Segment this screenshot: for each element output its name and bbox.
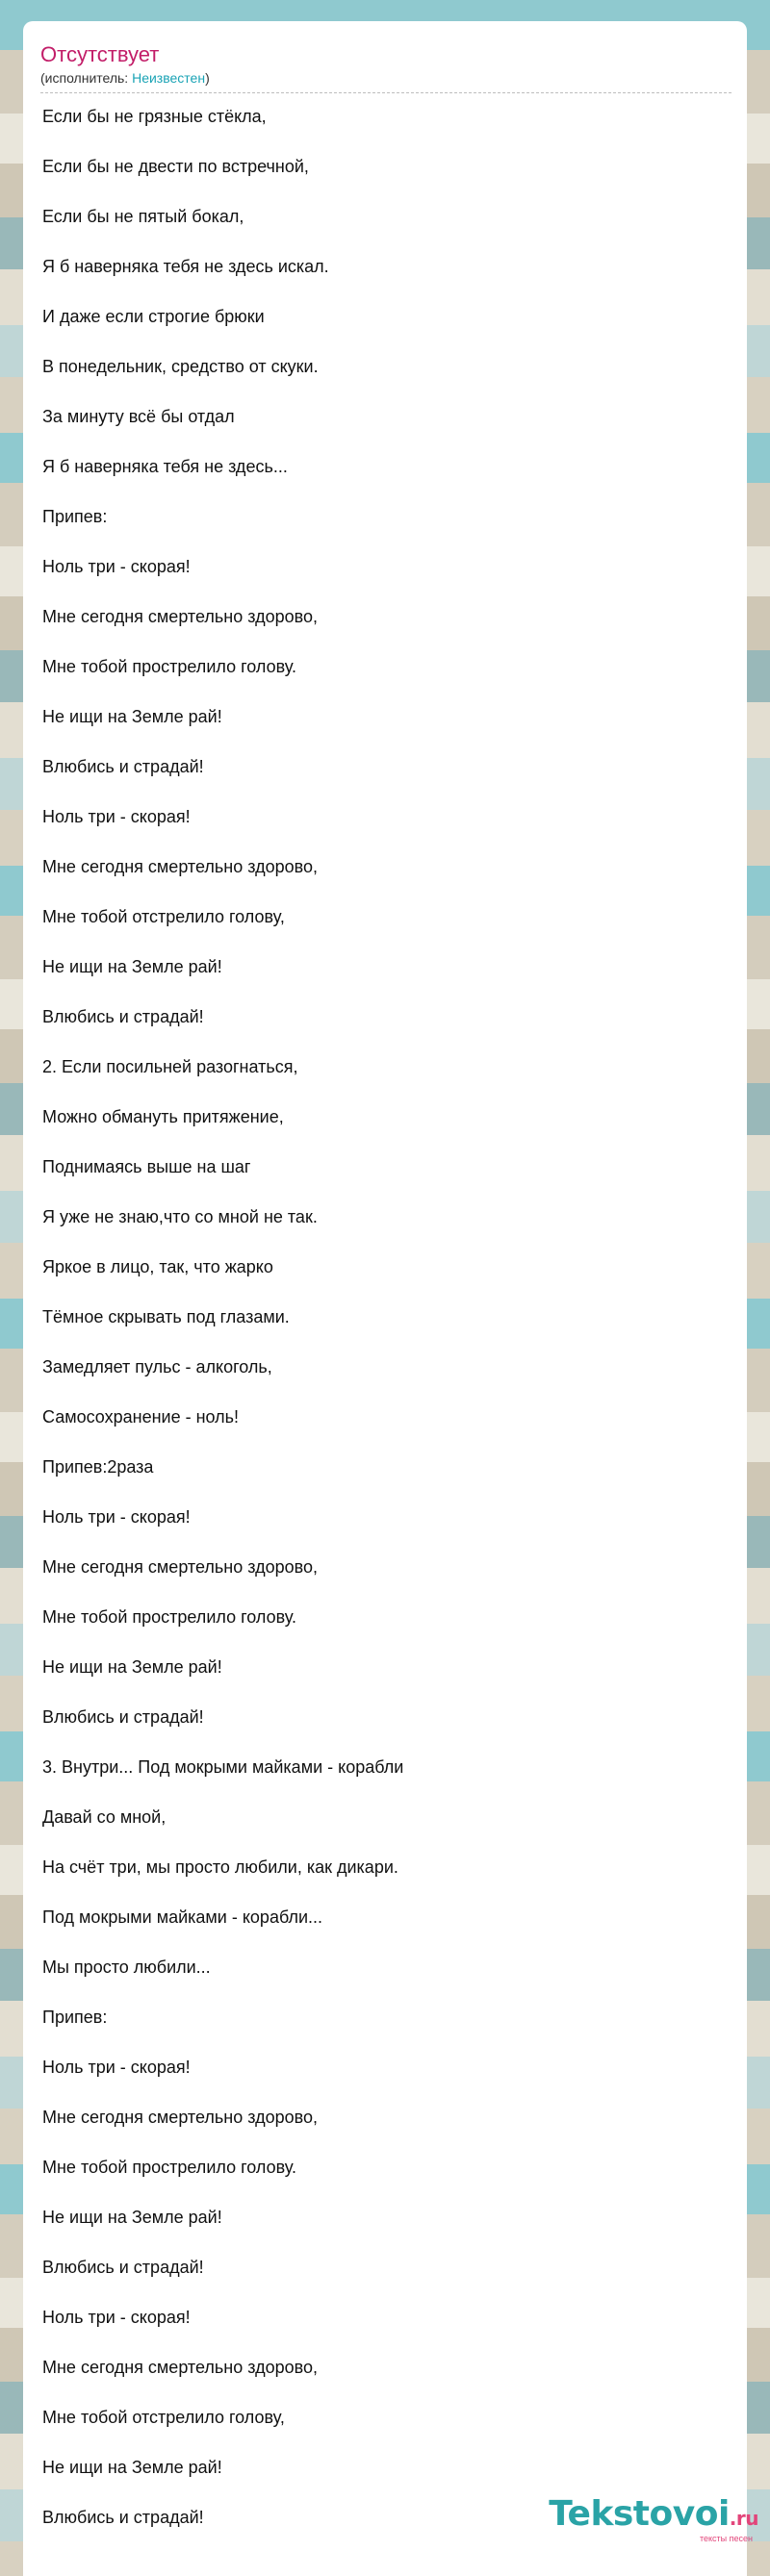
lyric-line: Ноль три - скорая! xyxy=(42,2058,191,2077)
lyric-line: 3. Внутри... Под мокрыми майками - корабли xyxy=(42,1757,404,1777)
lyric-line: Не ищи на Земле рай! xyxy=(42,707,222,726)
lyric-line: Влюбись и страдай! xyxy=(42,757,204,776)
lyric-line: Можно обмануть притяжение, xyxy=(42,1107,284,1126)
lyric-line: На счёт три, мы просто любили, как дикари. xyxy=(42,1857,398,1877)
lyric-line: Припев: xyxy=(42,507,108,526)
lyric-line: Я б наверняка тебя не здесь... xyxy=(42,457,288,476)
lyric-line: Припев:2раза xyxy=(42,1457,154,1477)
logo-wordmark xyxy=(549,2495,758,2538)
lyrics-list xyxy=(40,93,732,2556)
lyric-line: Под мокрыми майками - корабли... xyxy=(42,1907,323,1927)
logo-tagline: тексты песен xyxy=(699,2534,753,2543)
logo-name: Tekstovoi xyxy=(549,2494,730,2534)
lyric-line: За минуту всё бы отдал xyxy=(42,407,235,426)
lyric-line: Мне сегодня смертельно здорово, xyxy=(42,1557,318,1577)
lyric-line: Самосохранение - ноль! xyxy=(42,1407,240,1427)
lyric-line: Мне тобой отстрелило голову, xyxy=(42,907,285,926)
lyric-line: В понедельник, средство от скуки. xyxy=(42,357,319,376)
card-content xyxy=(23,21,747,2556)
lyric-line: Замедляет пульс - алкоголь, xyxy=(42,1357,272,1376)
lyric-line: Поднимаясь выше на шаг xyxy=(42,1157,251,1176)
lyric-line: Мне тобой прострелило голову. xyxy=(42,657,296,676)
lyric-line: Мне сегодня смертельно здорово, xyxy=(42,607,318,626)
lyric-line: Ноль три - скорая! xyxy=(42,1507,191,1527)
site-logo[interactable] xyxy=(549,2495,758,2543)
lyric-line: Влюбись и страдай! xyxy=(42,2508,204,2527)
lyric-line: Влюбись и страдай! xyxy=(42,1707,204,1727)
lyric-line: Мне сегодня смертельно здорово, xyxy=(42,2108,318,2127)
lyric-line: Мне сегодня смертельно здорово, xyxy=(42,857,318,876)
lyric-line: Припев: xyxy=(42,2008,108,2027)
lyric-line: Не ищи на Земле рай! xyxy=(42,957,222,976)
lyric-line: Мне тобой отстрелило голову, xyxy=(42,2408,285,2427)
lyric-line: Давай со мной, xyxy=(42,1807,167,1827)
lyric-line: Если бы не грязные стёкла, xyxy=(42,107,267,126)
artist-line xyxy=(40,69,732,87)
lyric-line: Если бы не пятый бокал, xyxy=(42,207,244,226)
lyric-line: Яркое в лицо, так, что жарко xyxy=(42,1257,273,1276)
lyric-line: Мне сегодня смертельно здорово, xyxy=(42,2358,318,2377)
lyric-line: Не ищи на Земле рай! xyxy=(42,2458,222,2477)
artist-link[interactable]: Неизвестен xyxy=(132,70,206,86)
lyric-line: Ноль три - скорая! xyxy=(42,807,191,826)
lyric-line: Я уже не знаю,что со мной не так. xyxy=(42,1207,318,1226)
lyric-line: Если бы не двести по встречной, xyxy=(42,157,309,176)
song-title: Отсутствует xyxy=(40,42,160,66)
lyric-line: Не ищи на Земле рай! xyxy=(42,1657,222,1677)
logo-tld: .ru xyxy=(729,2507,758,2530)
lyric-line: 2. Если посильней разогнаться, xyxy=(42,1057,298,1076)
lyric-line: Мне тобой прострелило голову. xyxy=(42,1607,296,1627)
lyric-line: Влюбись и страдай! xyxy=(42,2258,204,2277)
artist-prefix: (исполнитель: xyxy=(40,70,133,86)
artist-suffix: ) xyxy=(205,70,210,86)
lyric-line: Я б наверняка тебя не здесь искал. xyxy=(42,257,329,276)
lyric-line: Мне тобой прострелило голову. xyxy=(42,2158,296,2177)
lyric-line: Влюбись и страдай! xyxy=(42,1007,204,1026)
lyrics-card xyxy=(23,21,747,2576)
lyric-line: Не ищи на Земле рай! xyxy=(42,2208,222,2227)
lyric-line: Ноль три - скорая! xyxy=(42,557,191,576)
lyric-line: Тёмное скрывать под глазами. xyxy=(42,1307,290,1326)
lyric-line: Мы просто любили... xyxy=(42,1957,211,1977)
lyric-line: И даже если строгие брюки xyxy=(42,307,265,326)
lyric-line: Ноль три - скорая! xyxy=(42,2308,191,2327)
